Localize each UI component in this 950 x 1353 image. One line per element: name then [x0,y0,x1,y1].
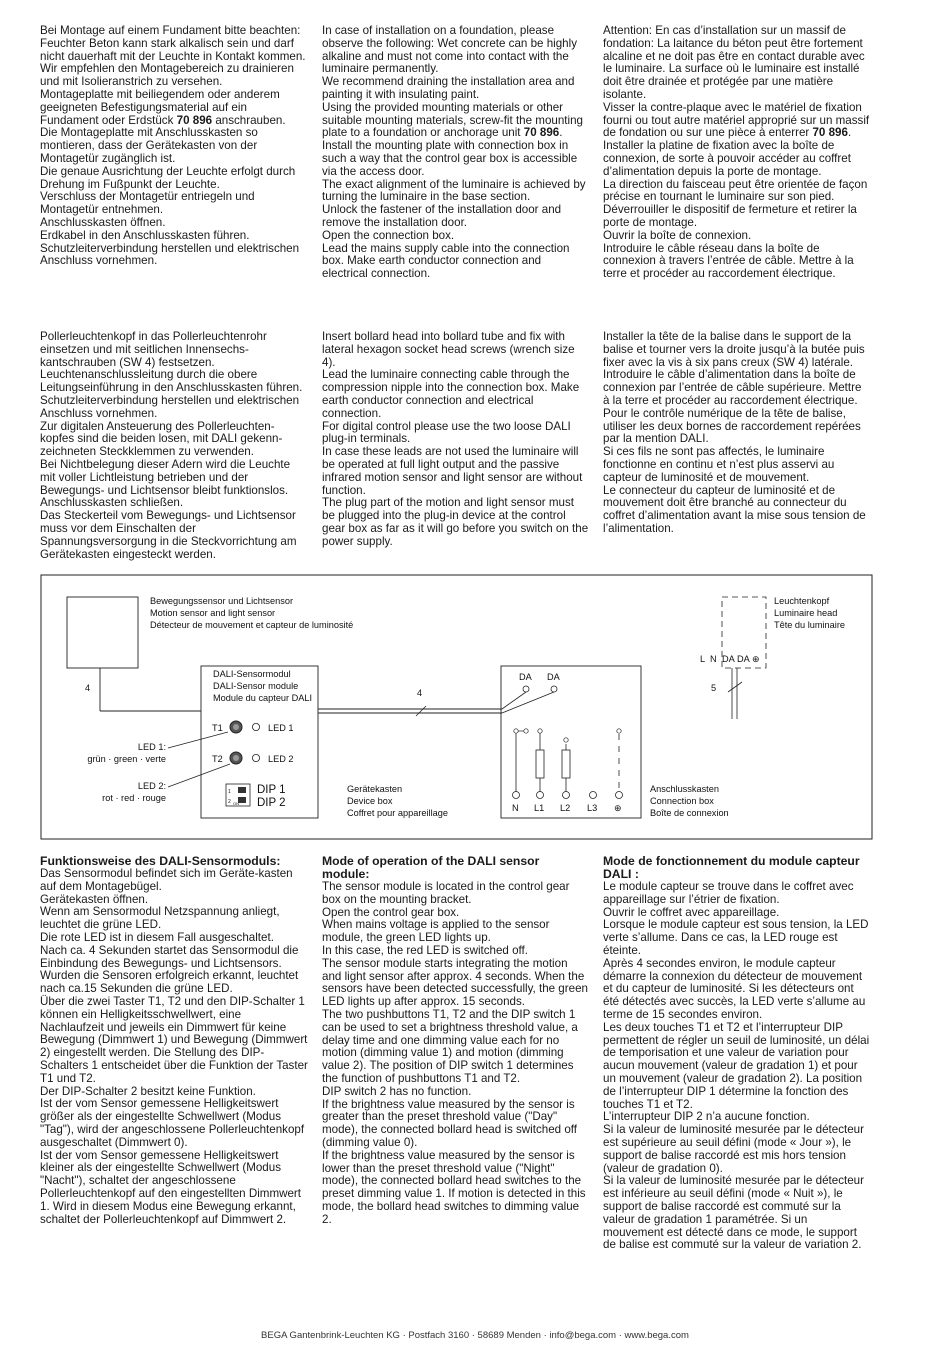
wiring-diagram [40,574,873,840]
dip1-label: DIP 1 [257,784,286,796]
install-en [322,25,590,281]
device-box-de: Gerätekasten [347,784,403,794]
paragraph: Schutzleiterverbindung herstellen und elektrischen Anschluss vornehmen. [40,241,300,268]
footer-address: BEGA Gantenbrink-Leuchten KG · Postfach 3160 · 58689 Menden · info@bega.com · www.bega.com [261,1330,689,1341]
paragraph: Open the control gear box. [322,905,460,919]
module-label-en: DALI-Sensor module [213,681,299,691]
paragraph: The sensor module is located in the control gear box on the mounting bracket. [322,880,570,906]
led2-desc-1: LED 2: [137,781,166,791]
head-label-en: Luminaire head [774,608,838,618]
paragraph: Montageplatte mit beiliegendem oder anderem geeigneten Befestigungsmaterial auf ein Fundament oder Erdstück 70 896 anschrauben. [40,87,286,127]
paragraph: Pour le contrôle numérique de la tête de balise, utiliser les deux bornes de raccordement repérées par la mention DALI. [603,406,861,446]
paragraph: Lead the luminaire connecting cable through the compression nipple into the connection box. Make earth conductor connection and electrical connection. [322,368,580,420]
t2-label: T2 [212,754,223,764]
paragraph: The two pushbuttons T1, T2 and the DIP switch 1 can be used to set a brightness threshold value, a delay time and one dimming value each for no motion (dimming value 1) and motion (dimming value 2). The position of DIP switch 1 determines the function of pushbuttons T1 and T2. [322,1007,578,1085]
head-terminal-da2: DA [737,654,750,664]
device-box-en: Device box [347,796,393,806]
paragraph: Le connecteur du capteur de luminosité et de mouvement doit être branché au connecteur du coffret d’alimentation avant la mise sous tension de l’alimentation. [603,483,866,535]
head-label-fr: Tête du luminaire [774,620,845,630]
device-box-fr: Coffret pour appareillage [347,808,448,818]
paragraph: In this case, the red LED is switched off. [322,943,528,957]
paragraph: Si ces fils ne sont pas affectés, le luminaire fonctionne en continu et n’est plus asservi au capteur de luminosité et de mouvement. [603,445,835,484]
paragraph: Ist der vom Sensor gemessene Helligkeitswert größer als der eingestellte Schwellwert (Modus "Tag"), wird der angeschlossene Pollerleuchtenkopf ausgeschaltet (Dimmwert 0). [40,1097,305,1149]
terminal-n: N [512,803,519,813]
paragraph: Das Steckerteil vom Bewegungs- und Lichtsensor muss vor dem Einschalten der Spannungsversorgung in die Steckvorrichtung am Gerätekasten eingesteckt werden. [40,509,297,561]
paragraph: In case of installation on a foundation, please observe the following: Wet concrete can be highly alkaline and must not come into contact with the luminaire permanently. [322,24,577,76]
paragraph: Installer la platine de fixation avec la boîte de connexion, de sorte à pouvoir accéder au coffret d’alimentation depuis la porte de montage. [603,139,851,178]
paragraph: Ouvrir la boîte de connexion. [603,228,752,242]
paragraph: Nach ca. 4 Sekunden startet das Sensormodul die Einbindung des Bewegungs- und Lichtsensors. Wurden die Sensoren erfolgreich erkannt, leuchtet nach ca.15 Sekunden die grüne LED. [40,943,299,996]
operation-title-de: Funktionsweise des DALI-Sensormoduls: [40,854,281,868]
connection-box-en: Connection box [650,796,714,806]
paragraph: Erdkabel in den Anschlusskasten führen. [40,228,250,242]
head-install-en [322,331,590,549]
paragraph: For digital control please use the two loose DALI plug-in terminals. [322,419,571,446]
paragraph: The sensor module starts integrating the motion and light sensor after approx. 4 seconds. When the sensors have been detected successfully, the green LED lights up after approx. 15 seconds. [322,956,588,1009]
paragraph: Attention: En cas d’installation sur un massif de fondation: La laitance du béton peut être fortement alcaline et ne doit pas être en contact durable avec le luminaire. La surface où le luminaire est installé doit être drainée et protégée par une matière isolante. [603,24,865,101]
paragraph: We recommend draining the installation area and painting it with insulating paint. [322,75,575,101]
paragraph: If the brightness value measured by the sensor is lower than the preset threshold value ("Night" mode), the connected bollard head switches to the preset dimming value 1. If motion is detected in this mode, the bollard head switches to dimming value 2. [322,1148,586,1226]
connection-box-fr: Boîte de connexion [650,808,729,818]
operation-de [40,855,308,1226]
da-terminal-2: DA [547,672,560,682]
paragraph: Bei Nichtbelegung dieser Adern wird die Leuchte mit voller Lichtleistung betrieben und der Bewegungs- und Lichtsensor bleibt funktionslos. Anschlusskasten schließen. [40,457,291,510]
paragraph: Unlock the fastener of the installation door and remove the installation door. [322,203,562,229]
install-fr [603,25,871,281]
paragraph: Après 4 secondes environ, le module capteur démarre la connexion du détecteur de mouvement et du capteur de luminosité. Si les détecteurs ont été détectés avec succès, la LED verte s’allume au terme de 15 secondes environ. [603,956,866,1021]
paragraph: Using the provided mounting materials or other suitable mounting materials, screw-fit the mounting plate to a foundation or anchorage unit 70 896. [322,100,583,140]
paragraph: Verschluss der Montagetür entriegeln und Montagetür entnehmen. [40,190,255,217]
paragraph: If the brightness value measured by the sensor is greater than the preset threshold value ("Day" mode), the connected bollard head is switched off (dimming value 0). [322,1097,578,1149]
paragraph: Wir empfehlen den Montagebereich zu drainieren und mit Isolieranstrich zu versehen. [40,62,294,89]
paragraph: Die Montageplatte mit Anschlusskasten so montieren, dass der Gerätekasten von der Montagetür zugänglich ist. [40,126,258,165]
paragraph: Lead the mains supply cable into the connection box. Make earth conductor connection and electrical connection. [322,241,570,281]
svg-text:1: 1 [228,789,231,795]
paragraph: DIP switch 2 has no function. [322,1084,472,1098]
paragraph: The plug part of the motion and light sensor must be plugged into the plug-in device at the control gear box as far as it will go before you switch on the power supply. [322,496,589,548]
paragraph: Les deux touches T1 et T2 et l’interrupteur DIP permettent de régler un seuil de luminosité, un délai de temporisation et une valeur de variation pour aucun mouvement (valeur de gradation 1) et pour un mouvement (valeur de gradation 2). La position de l’interrupteur DIP 1 détermine la fonction des touches T1 et T2. [603,1020,870,1111]
paragraph: Das Sensormodul befindet sich im Geräte-kasten auf dem Montagebügel. [40,867,293,893]
sensor-label-en: Motion sensor and light sensor [150,608,276,618]
operation-title-fr: Mode de fonctionnement du module capteur DALI : [603,854,860,881]
paragraph: Der DIP-Schalter 2 besitzt keine Funktion. [40,1084,256,1098]
paragraph: Wenn am Sensormodul Netzspannung anliegt, leuchtet die grüne LED. [40,905,280,932]
paragraph: Si la valeur de luminosité mesurée par le détecteur est supérieure au seuil défini (mode « Jour »), le support de balise raccordé est mis hors tension (valeur de gradation 0). [603,1123,864,1175]
paragraph: Über die zwei Taster T1, T2 und den DIP-Schalter 1 können ein Helligkeitsschwellwert, eine Nachlaufzeit und jeweils ein Dimmwert für keine Bewegung (Dimmwert 1) und Bewegung (Dimmwert 2) eingestellt werden. Die Stellung des DIP-Schalters 1 entscheidet über die Funktion der Taster T1 und T2. [40,994,308,1085]
paragraph: Anschlusskasten öffnen. [40,215,166,229]
paragraph: Introduire le câble réseau dans la boîte de connexion à travers l’entrée de câble. Mettre à la terre et procéder au raccordement électrique. [603,241,854,281]
operation-title-en: Mode of operation of the DALI sensor module: [322,854,540,881]
paragraph: Pollerleuchtenkopf in das Pollerleuchtenrohr einsetzen und mit seitlichen Innensechs-kantschrauben (SW 4) festsetzen. [40,330,267,369]
sensor-box [67,597,138,668]
led1-desc-2: grün · green · verte [87,754,166,764]
paragraph: Die genaue Ausrichtung der Leuchte erfolgt durch Drehung im Fußpunkt der Leuchte. [40,164,296,191]
da-terminal-1: DA [519,672,532,682]
paragraph: When mains voltage is applied to the sensor module, the green LED lights up. [322,918,550,945]
paragraph: Die rote LED ist in diesem Fall ausgeschaltet. [40,930,274,944]
wire-count-sensor: 4 [85,683,91,693]
paragraph: Insert bollard head into bollard tube and fix with lateral hexagon socket head screws (wrench size 4). [322,330,575,369]
paragraph: Visser la contre-plaque avec le matériel de fixation fourni ou tout autre matériel approprié sur un massif de fondation ou sur une pièce à enterrer 70 896. [603,100,870,140]
sensor-label-fr: Détecteur de mouvement et capteur de luminosité [150,620,354,630]
head-terminal-l: L [700,654,706,664]
terminal-pe: ⊕ [614,803,622,813]
led2-desc-2: rot · red · rouge [102,793,166,803]
paragraph: Déverrouiller le dispositif de fermeture et retirer la porte de montage. [603,203,857,229]
head-terminal-n: N [710,654,717,664]
paragraph: Zur digitalen Ansteuerung des Pollerleuchten-kopfes sind die beiden losen, mit DALI gekenn-zeichneten Steckklemmen zu verwenden. [40,419,283,459]
wire-count-module: 4 [417,688,423,698]
paragraph: In case these leads are not used the luminaire will be operated at full light output and the passive infrared motion sensor and light sensor are without function. [322,445,583,497]
paragraph: The exact alignment of the luminaire is achieved by turning the luminaire in the base section. [322,177,586,204]
led1-desc-1: LED 1: [137,742,166,752]
operation-fr [603,855,871,1252]
install-de [40,25,308,268]
terminal-l3: L3 [587,803,598,813]
paragraph: Install the mounting plate with connection box in such a way that the control gear box is accessible via the access door. [322,139,578,178]
head-install-fr [603,331,871,536]
sensor-label-de: Bewegungssensor und Lichtsensor [150,596,294,606]
head-terminal-da1: DA [722,654,735,664]
paragraph: La direction du faisceau peut être orientée de façon précise en tournant le luminaire sur son pied. [603,177,868,204]
led2-label: LED 2 [268,754,294,764]
svg-text:2: 2 [228,799,231,805]
paragraph: Leuchtenanschlussleitung durch die obere Leitungseinführung in den Anschlusskasten führen. Schutzleiterverbindung herstellen und elektrischen Anschluss vornehmen. [40,368,303,420]
paragraph: Installer la tête de la balise dans le support de la balise et tourner vers la droite jusqu’à la butée puis fixer avec la vis à six pans creux (SW 4) latérale. [603,330,865,369]
module-label-de: DALI-Sensormodul [213,669,291,679]
terminal-l2: L2 [560,803,571,813]
wire-count-head: 5 [711,683,717,693]
head-terminal-pe: ⊕ [752,654,760,664]
t1-label: T1 [212,723,223,733]
paragraph: Bei Montage auf einem Fundament bitte beachten: Feuchter Beton kann stark alkalisch sein und darf nicht dauerhaft mit der Leuchte in Kontakt kommen. [40,24,306,63]
paragraph: Introduire le câble d’alimentation dans la boîte de connexion par l’entrée de câble supérieure. Mettre à la terre et procéder au raccordement électrique. [603,368,862,407]
dip2-label: DIP 2 [257,797,286,809]
led1-label: LED 1 [268,723,294,733]
paragraph: Le module capteur se trouve dans le coffret avec appareillage sur l’étrier de fixation. [603,880,854,906]
paragraph: Ouvrir le coffret avec appareillage. [603,905,780,919]
paragraph: Si la valeur de luminosité mesurée par le détecteur est inférieure au seuil défini (mode « Nuit »), le support de balise raccordé est commuté sur la valeur de gradation 1 paramétrée. Si un mouvement est détecté dans ce mode, le support de balise est commuté sur la valeur de variation 2. [603,1174,864,1252]
operation-en [322,855,590,1227]
terminal-l1: L1 [534,803,545,813]
head-install-de [40,331,308,561]
paragraph: Lorsque le module capteur est sous tension, la LED verte s’allume. Dans ce cas, la LED rouge est éteinte. [603,918,869,957]
paragraph: Ist der vom Sensor gemessene Helligkeitswert kleiner als der eingestellte Schwellwert (Modus "Nacht"), schaltet der angeschlossene Pollerleuchtenkopf auf den eingestellten Dimmwert 1. Wird in diesem Modus eine Bewegung erkannt, schaltet der Pollerleuchtenkopf auf Dimmwert 2. [40,1148,302,1226]
paragraph: Open the connection box. [322,228,455,242]
module-label-fr: Module du capteur DALI [213,693,313,703]
head-label-de: Leuchtenkopf [774,596,830,606]
svg-text:ON: ON [233,801,239,806]
paragraph: L’interrupteur DIP 2 n’a aucune fonction. [603,1110,810,1124]
paragraph: Gerätekasten öffnen. [40,892,149,906]
connection-box-de: Anschlusskasten [650,784,719,794]
